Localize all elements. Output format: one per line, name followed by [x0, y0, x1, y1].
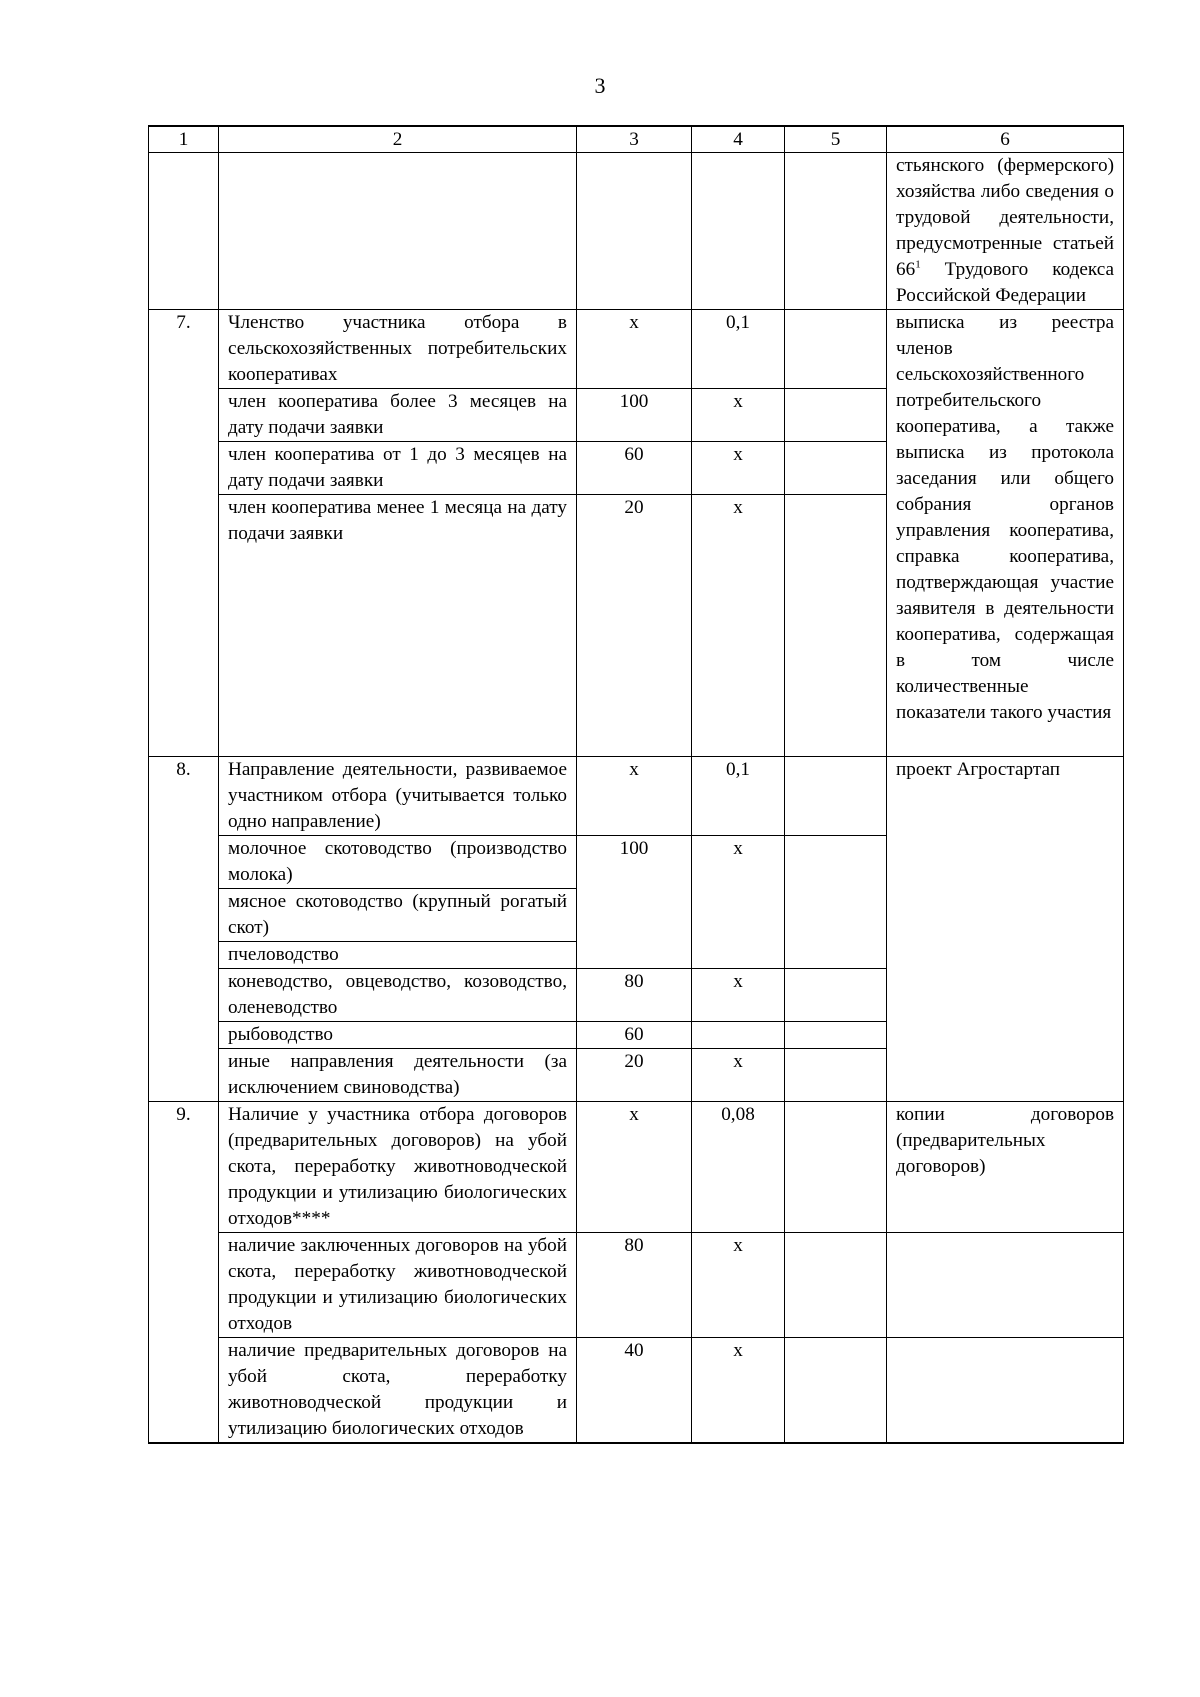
section-7-document: выписка из реестра членов сельскохозяйственного потребительского кооператива, а также выписка из протокола заседания или общего собрания органов управления кооператива, справка кооператива, подтверждающая участие заявителя в деятельности кооператива, содержащая в том числе количественные показатели такого участия: [887, 310, 1124, 757]
table-row: [149, 1233, 1124, 1338]
weight-cell: х: [692, 442, 785, 495]
table-row-section-7: [149, 310, 1124, 389]
header-col-3: 3: [577, 126, 692, 153]
weight-cell: х: [692, 495, 785, 757]
points-cell: 100: [577, 389, 692, 442]
section-number: 8.: [149, 757, 219, 836]
header-col-2: 2: [219, 126, 577, 153]
points-cell: 60: [577, 1022, 692, 1049]
table-row-section-9: [149, 1102, 1124, 1233]
table-row-continuation: [149, 153, 1124, 310]
weight-cell: х: [692, 836, 785, 969]
points-cell: 80: [577, 1233, 692, 1338]
criterion-title: Наличие у участника отбора договоров (предварительных договоров) на убой скота, переработку животноводческой продукции и утилизацию биологических отходов****: [219, 1102, 577, 1233]
points-cell: 20: [577, 1049, 692, 1102]
section-9-document: копии договоров (предварительных договоров): [887, 1102, 1124, 1233]
criterion-option: пчеловодство: [219, 942, 577, 969]
section-8-document: проект Агростартап: [887, 757, 1124, 1102]
criterion-option: член кооператива менее 1 месяца на дату подачи заявки: [219, 495, 577, 757]
criterion-option: мясное скотоводство (крупный рогатый скот): [219, 889, 577, 942]
criterion-option: наличие предварительных договоров на убой скота, переработку животноводческой продукции и утилизацию биологических отходов: [219, 1338, 577, 1444]
criterion-option: коневодство, овцеводство, козоводство, оленеводство: [219, 969, 577, 1022]
points-cell: 80: [577, 969, 692, 1022]
header-col-1: 1: [149, 126, 219, 153]
header-col-5: 5: [785, 126, 887, 153]
points-cell: х: [577, 757, 692, 836]
table-row-section-8: [149, 757, 1124, 836]
criterion-option: рыбоводство: [219, 1022, 577, 1049]
criteria-table: [148, 125, 1124, 1444]
continuation-document-cell: стьянского (фермерского) хозяйства либо сведения о трудовой деятельности, предусмотренные статьей $66^1$ Трудового кодекса Российской Федерации: [887, 153, 1124, 310]
points-cell: 20: [577, 495, 692, 757]
header-col-4: 4: [692, 126, 785, 153]
table-row: [149, 1338, 1124, 1444]
weight-cell: х: [692, 969, 785, 1022]
criterion-option: наличие заключенных договоров на убой скота, переработку животноводческой продукции и утилизацию биологических отходов: [219, 1233, 577, 1338]
section-number: 9.: [149, 1102, 219, 1233]
criterion-option: молочное скотоводство (производство молока): [219, 836, 577, 889]
weight-cell: х: [692, 1233, 785, 1338]
points-cell: 40: [577, 1338, 692, 1444]
criterion-option: иные направления деятельности (за исключением свиноводства): [219, 1049, 577, 1102]
criterion-option: член кооператива от 1 до 3 месяцев на дату подачи заявки: [219, 442, 577, 495]
criterion-title: Членство участника отбора в сельскохозяйственных потребительских кооперативах: [219, 310, 577, 389]
table-header: [149, 126, 1124, 153]
page-number: 3: [594, 73, 606, 98]
points-cell: х: [577, 1102, 692, 1233]
points-cell: 60: [577, 442, 692, 495]
weight-cell: х: [692, 1049, 785, 1102]
points-cell: 100: [577, 836, 692, 969]
weight-cell: 0,1: [692, 310, 785, 389]
weight-cell: х: [692, 389, 785, 442]
weight-cell: х: [692, 1338, 785, 1444]
weight-cell: 0,1: [692, 757, 785, 836]
points-cell: х: [577, 310, 692, 389]
weight-cell: 0,08: [692, 1102, 785, 1233]
criterion-title: Направление деятельности, развиваемое участником отбора (учитывается только одно направление): [219, 757, 577, 836]
header-col-6: 6: [887, 126, 1124, 153]
section-number: 7.: [149, 310, 219, 389]
criterion-option: член кооператива более 3 месяцев на дату подачи заявки: [219, 389, 577, 442]
